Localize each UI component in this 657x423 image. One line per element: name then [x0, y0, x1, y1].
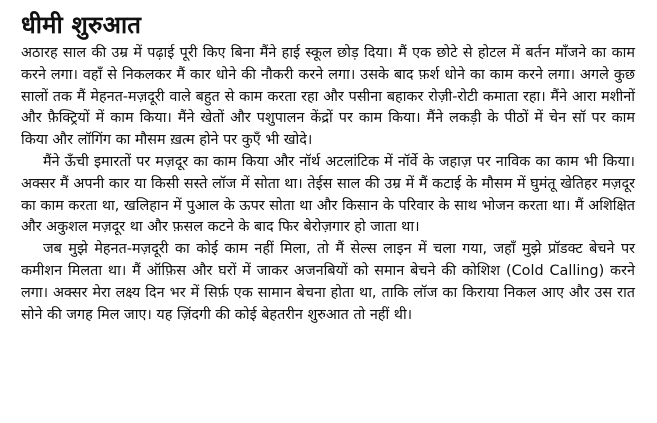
paragraph-3: जब मुझे मेहनत-मज़दूरी का कोई काम नहीं मिला, तो मैं सेल्स लाइन में चला गया, जहाँ मुझे प्रॉडक्ट बेचने पर कमीशन मिलता था। मैं ऑफ़िस और घरों में जाकर अजनबियों को समान बेचने की कोशिश (Cold Calling) करने लगा। अक्सर मेरा लक्ष्य दिन भर में सिर्फ़ एक सामान बेचना होता था, ताकि लॉज का किराया निकल आए और उस रात सोने की जगह मिल जाए। यह ज़िंदगी की कोई बेहतरीन शुरुआत तो नहीं थी। [21, 241, 635, 323]
paragraph-1: अठारह साल की उम्र में पढ़ाई पूरी किए बिना मैंने हाई स्कूल छोड़ दिया। मैं एक छोटे से होटल में बर्तन माँजने का काम करने लगा। वहाँ से निकलकर मैं कार धोने की नौकरी करने लगा। उसके बाद फ़र्श धोने का काम करने लगा। अगले कुछ सालों तक मैं मेहनत-मज़दूरी वाले बहुत से काम करता रहा और पसीना बहाकर रोज़ी-रोटी कमाता रहा। मैंने आरा मशीनों और फ़ैक्ट्रियों में काम किया। मैंने खेतों और पशुपालन केंद्रों पर काम किया। मैंने लकड़ी के पीठों में चेन सॉ पर काम किया और लॉगिंग का मौसम ख़त्म होने पर कुएँ भी खोदे। [21, 45, 635, 149]
section-title: धीमी शुरुआत [21, 11, 142, 39]
paragraph-2: मैंने ऊँची इमारतों पर मज़दूर का काम किया और नॉर्थ अटलांटिक में नॉर्वे के जहाज़ पर नाविक का काम भी किया। अक्सर मैं अपनी कार या किसी सस्ते लॉज में सोता था। तेईस साल की उम्र में मैं कटाई के मौसम में घुमंतू खेतिहर मज़दूर का काम करता था, खलिहान में पुआल के ऊपर सोता था और किसान के परिवार के साथ भोजन करता था। मैं अशिक्षित और अकुशल मज़दूर था और फ़सल कटने के बाद फिर बेरोज़गार हो जाता था। [21, 153, 635, 236]
